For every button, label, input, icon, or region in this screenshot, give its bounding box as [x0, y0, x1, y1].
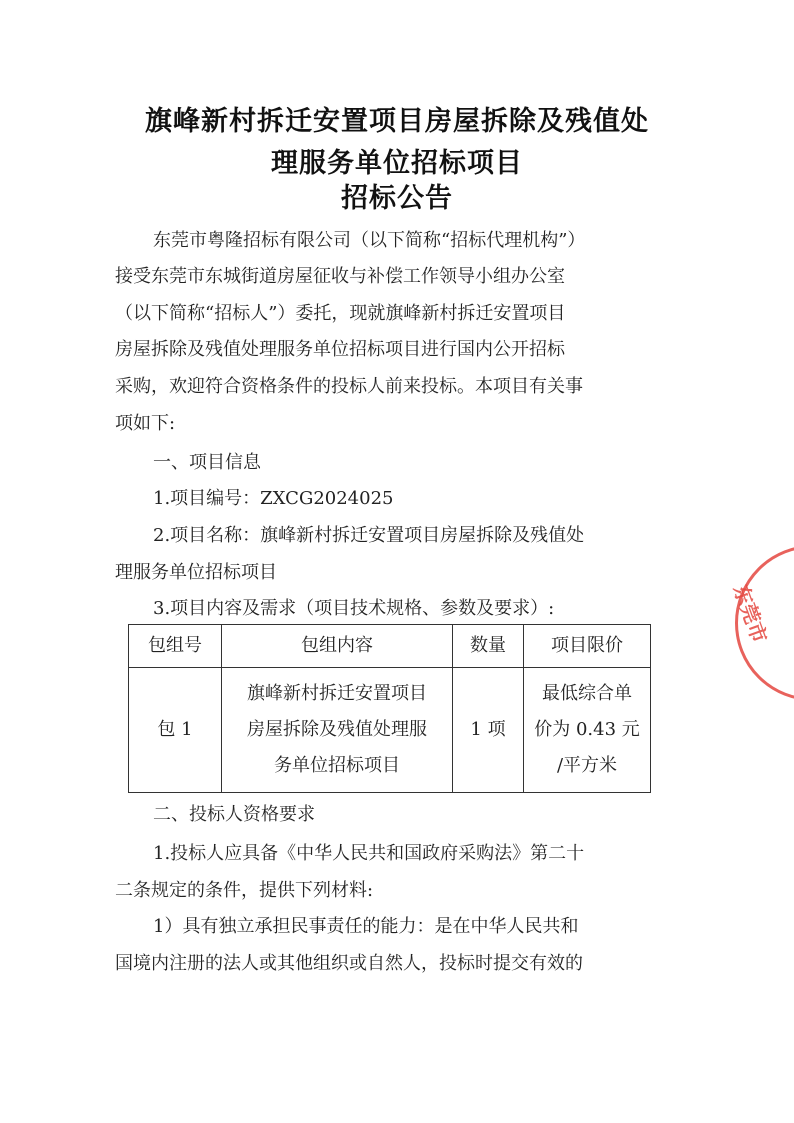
- table-row: [129, 668, 651, 793]
- intro-line: 房屋拆除及残值处理服务单位招标项目进行国内公开招标: [115, 339, 565, 360]
- header-package-no: 包组号: [129, 625, 222, 668]
- content-line: 旗峰新村拆迁安置项目: [247, 683, 427, 704]
- doc-title-line-3: 招标公告: [341, 183, 453, 214]
- header-quantity: 数量: [453, 625, 524, 668]
- qualification-p2-line-1: 1）具有独立承担民事责任的能力：是在中华人民共和: [153, 916, 579, 937]
- intro-line: 东莞市粤隆招标有限公司（以下简称“招标代理机构”）: [153, 230, 586, 251]
- intro-line: 接受东莞市东城街道房屋征收与补偿工作领导小组办公室: [115, 266, 565, 287]
- table-header-row: [129, 625, 651, 668]
- header-price-limit: 项目限价: [524, 625, 651, 668]
- project-name-line-1: 2.项目名称：旗峰新村拆迁安置项目房屋拆除及残值处: [153, 525, 585, 546]
- intro-line: （以下简称“招标人”）委托，现就旗峰新村拆迁安置项目: [115, 303, 566, 324]
- doc-title-line-2: 理服务单位招标项目: [271, 148, 523, 179]
- intro-line: 采购，欢迎符合资格条件的投标人前来投标。本项目有关事: [115, 376, 583, 397]
- package-table: [128, 624, 651, 793]
- intro-line: 项如下:: [115, 413, 176, 434]
- doc-title-line-1: 旗峰新村拆迁安置项目房屋拆除及残值处: [145, 106, 649, 137]
- section-1-heading: 一、项目信息: [153, 452, 261, 473]
- cell-package-no: 包 1: [129, 668, 222, 793]
- section-2-heading: 二、投标人资格要求: [153, 804, 315, 825]
- project-name-line-2: 理服务单位招标项目: [115, 562, 277, 583]
- limit-line: 价为 0.43 元: [534, 719, 640, 740]
- qualification-p2-line-2: 国境内注册的法人或其他组织或自然人，投标时提交有效的: [115, 953, 583, 974]
- project-number: 1.项目编号：ZXCG2024025: [153, 488, 394, 509]
- content-line: 务单位招标项目: [274, 755, 400, 776]
- limit-line: /平方米: [556, 755, 618, 776]
- qualification-p1-line-1: 1.投标人应具备《中华人民共和国政府采购法》第二十: [153, 843, 585, 864]
- project-content-heading: 3.项目内容及需求（项目技术规格、参数及要求）:: [153, 598, 555, 619]
- cell-price-limit: [524, 668, 651, 793]
- official-seal-text: 东莞市: [728, 581, 772, 646]
- header-package-content: 包组内容: [222, 625, 453, 668]
- cell-quantity: 1 项: [453, 668, 524, 793]
- limit-line: 最低综合单: [542, 683, 632, 704]
- qualification-p1-line-2: 二条规定的条件，提供下列材料:: [115, 880, 374, 901]
- cell-package-content: [222, 668, 453, 793]
- content-line: 房屋拆除及残值处理服: [247, 719, 427, 740]
